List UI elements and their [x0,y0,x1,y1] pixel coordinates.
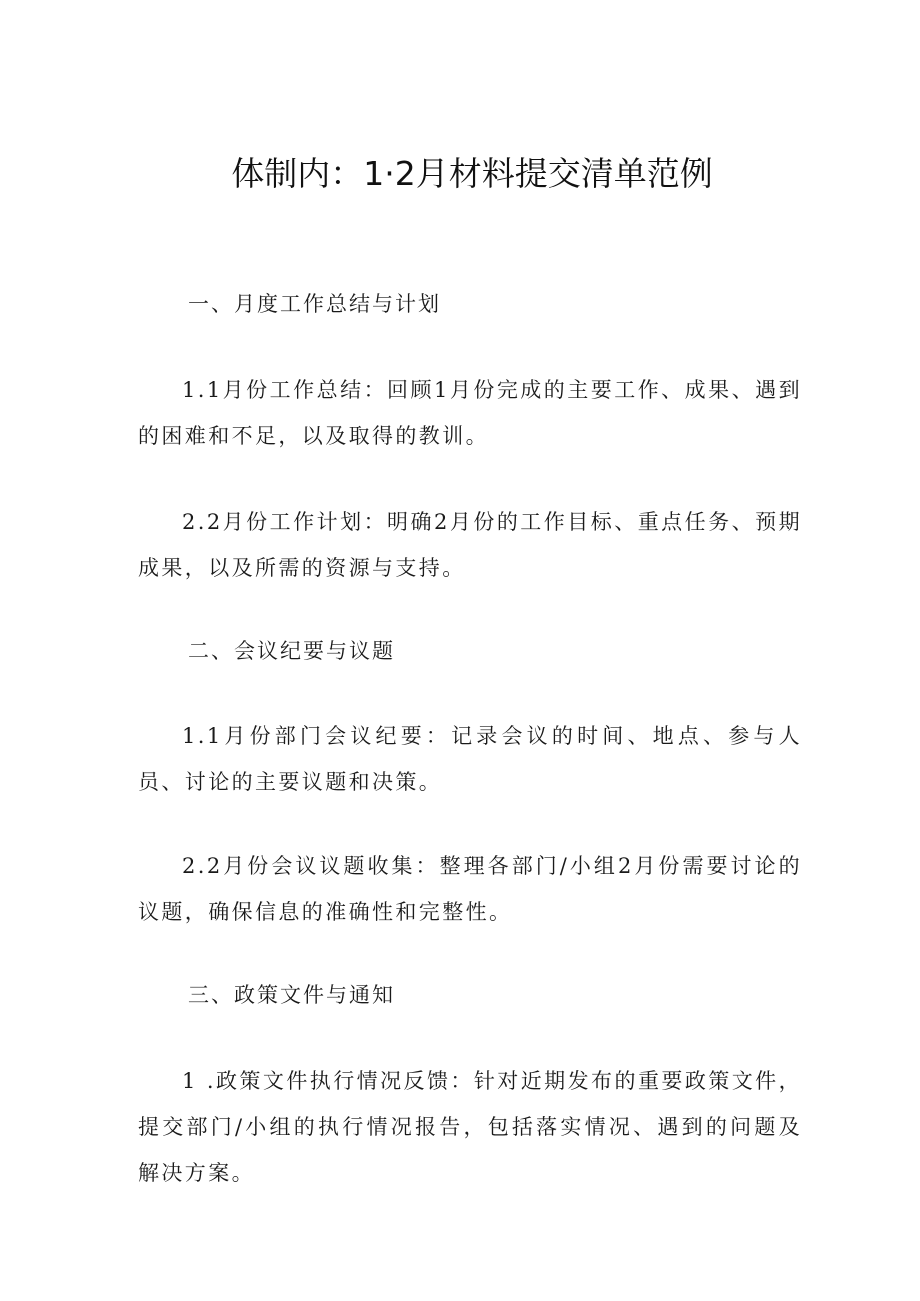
document-title: 体制内：1·2月材料提交清单范例 [231,154,713,193]
paragraph-2-2: 2.2月份会议议题收集：整理各部门/小组2月份需要讨论的议题，确保信息的准确性和完整性。 [138,854,802,924]
paragraph-2-1: 1.1月份部门会议纪要：记录会议的时间、地点、参与人员、讨论的主要议题和决策。 [138,724,802,794]
section-heading-1: 一、月度工作总结与计划 [188,292,441,316]
paragraph-1-1: 1.1月份工作总结：回顾1月份完成的主要工作、成果、遇到的困难和不足，以及取得的教训。 [138,378,802,448]
paragraph-3-1: 1 .政策文件执行情况反馈：针对近期发布的重要政策文件，提交部门/小组的执行情况报告，包括落实情况、遇到的问题及解决方案。 [138,1069,802,1185]
section-heading-2: 二、会议纪要与议题 [188,639,395,663]
paragraph-1-2: 2.2月份工作计划：明确2月份的工作目标、重点任务、预期成果，以及所需的资源与支持。 [138,510,802,580]
section-heading-3: 三、政策文件与通知 [188,983,395,1007]
